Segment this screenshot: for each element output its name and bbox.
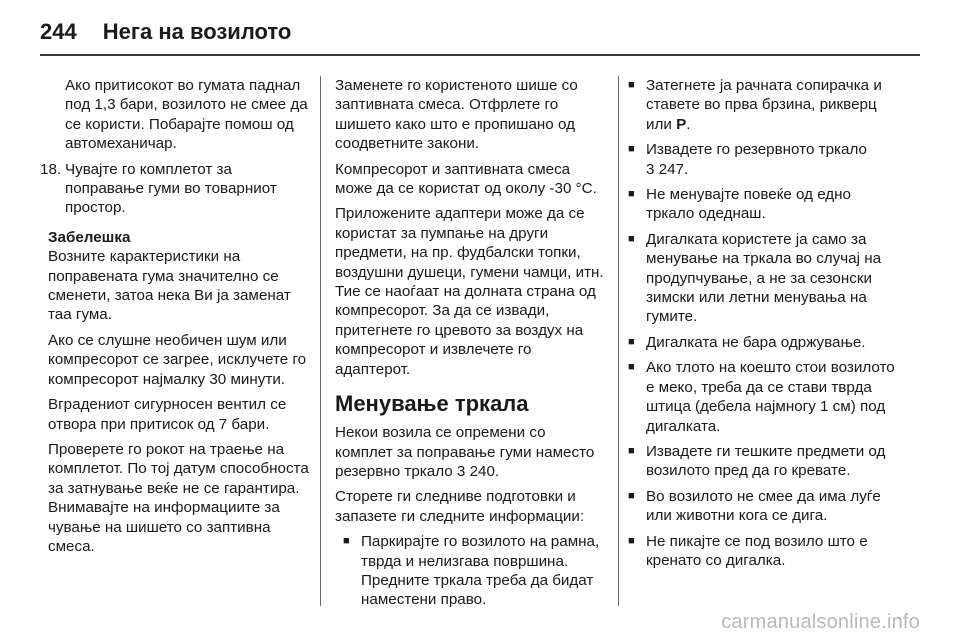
list-item [628,358,903,436]
step-18 [40,160,310,218]
bullet-square-icon: ■ [628,232,635,245]
bullet-square-icon: ■ [628,489,635,502]
header-rule [40,54,920,56]
page-title: Нега на возилото [102,19,292,44]
repair-kit-text: Некои возила се опремени со комплет за поправање гуми наместо резервно тркало [335,424,595,480]
list-item [628,76,903,134]
list-item-text: Не менувајте повеќе од едно тркало одеднаш. [646,186,852,223]
page-reference-link[interactable]: 3 240. [456,462,500,480]
paragraph-temperature: Компресорот и заптивната смеса може да се користат од околу -30 °C. [335,160,597,198]
list-item [335,532,607,610]
list-item [628,487,903,526]
site-watermark: carmanualsonline.info [721,611,920,633]
page-reference-link[interactable]: 3 247. [646,160,689,178]
list-item-text: Не пикајте се под возило што е кренато со дигалка. [646,532,868,569]
note-paragraph-2: Ако се слушне необичен шум или компресорот се загрее, исклучете го компресорот најмалку 30 минути. [48,331,307,388]
list-item-text-end: . [686,115,691,133]
list-item-text [646,140,867,179]
bullet-square-icon: ■ [628,534,635,547]
paragraph-repair-kit [335,423,607,481]
step-18-number: 18. [40,160,62,178]
list-item-text: Во возилото не смее да има луѓе или животни кога се дига. [646,487,881,525]
list-item-text: Ако тлото на коешто стои возилото е меко, треба да се стави тврда штица (дебела најмногу 1 см) под дигалката. [646,359,895,435]
list-item-text: Дигалката користете ја само за менување на тркала во случај на продупчување, а не за сезонски зимски или летни менувања на гумите. [646,230,882,326]
bullet-square-icon: ■ [628,79,635,91]
note-title: Забелешка [48,228,131,246]
list-item [628,140,903,179]
list-item-text-main: Затегнете ја рачната сопирачка и ставете во прва брзина, рикверц или [646,77,882,133]
gear-park-symbol: P [676,115,687,133]
bullet-square-icon: ■ [628,188,635,201]
bullet-square-icon: ■ [628,143,635,156]
list-item-text: Паркирајте го возилото на рамна, тврда и нелизгава површина. Предните тркала треба да бидат наместени право. [361,533,600,609]
column-1 [40,76,310,562]
list-item [628,333,903,352]
bullet-square-icon: ■ [628,335,635,348]
column-2 [335,76,607,616]
bullet-square-icon: ■ [628,444,635,457]
list-item-text: Дигалката не бара одржување. [646,333,866,351]
column-divider-2 [618,76,619,606]
list-item [628,185,903,224]
list-item-text-main: Извадете го резервното тркало [646,141,867,159]
paragraph-replace-bottle: Заменете го користеното шише со заптивната смеса. Отфрлете го шишето како што е пропишано од соодветните закони. [335,77,578,153]
paragraph-adapters: Приложените адаптери може да се користат за пумпање на други предмети, на пр. фудбалски топки, воздушни душеци, гумени чамци, итн. Тие се наоѓаат на долната страна од компресорот. За да се извади, притегнете го цревото за воздух на компресорот и извлечете го адаптерот. [335,205,604,378]
bullet-square-icon: ■ [343,535,350,548]
bullet-square-icon: ■ [628,361,635,374]
note-paragraph-1: Возните карактеристики на поправената гума значително се сменети, затоа нека Ви ја заменат таа гума. [48,248,291,324]
list-item-text [646,76,903,134]
step-18-text: Чувајте го комплетот за поправање гуми во товарниот простор. [65,160,277,217]
note-paragraph-4: Проверете го рокот на траење на комплетот. По тој датум способноста за затнување веќе не се гарантира. Внимавајте на информациите за чување на шишето со заптивна смеса. [48,440,309,555]
note-block [40,228,310,557]
list-item [628,532,903,571]
section-heading: Менување тркала [335,391,529,417]
page-header [40,12,291,52]
list-item [628,230,903,327]
list-item [628,442,903,481]
paragraph-preparations: Сторете ги следниве подготовки и запазете ги следните информации: [335,488,585,525]
column-3 [628,76,903,576]
list-item-text: Извадете ги тешките предмети од возилото пред да го кревате. [646,442,886,480]
column-divider-1 [320,76,321,606]
step-17-continuation: Ако притисокот во гумата паднал под 1,3 бари, возилото не смее да се користи. Побарајте помош од автомеханичар. [65,77,308,153]
page-number: 244 [40,19,77,44]
note-paragraph-3: Вградениот сигурносен вентил се отвора при притисок од 7 бари. [48,396,287,433]
